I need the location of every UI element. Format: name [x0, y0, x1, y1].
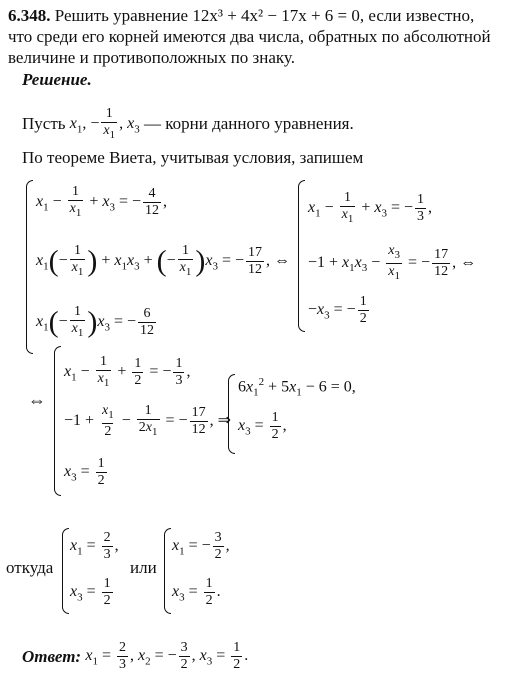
system2-eq2: $-1 + x_1x_3$ − $\frac{x_3}{x_1}$ = − $\frac{17}{12}$ , ⇔	[308, 243, 477, 282]
roots-expression: $x_1$, − $\frac{1}{x_1}$ , $x_3$	[69, 106, 140, 141]
answer-line	[22, 640, 248, 673]
system-brace-1	[26, 180, 33, 354]
problem-text-1: Решить уравнение 12x³ + 4x² − 17x + 6 = 0, если известно,	[54, 6, 475, 25]
system-brace-4	[228, 374, 235, 454]
answer-label: Ответ:	[22, 646, 82, 666]
problem-line-2: что среди его корней имеются два числа, обратных по абсолютной	[8, 27, 491, 46]
system3-eq3: $x_3$ = $\frac{1}{2}$	[64, 456, 105, 488]
system-brace-3	[54, 346, 61, 496]
system-brace-6	[164, 528, 171, 614]
case1-x3: $x_3$ = $\frac{1}{2}$	[70, 576, 111, 608]
problem-number: 6.348.	[8, 6, 51, 25]
let-word: Пусть	[22, 114, 66, 134]
case2-x3: $x_3$ = $\frac{1}{2}$ .	[172, 576, 221, 608]
system-brace-5	[62, 528, 69, 614]
problem-line-3: величине и противоположных по знаку.	[8, 48, 295, 67]
let-line	[22, 106, 354, 143]
solution-label: Решение.	[22, 70, 92, 89]
answer-expression: $x_1$ = $\frac{2}{3}$ , $x_2$ = − $\frac{3}{2}$ , $x_3$ = $\frac{1}{2}$ .	[85, 640, 249, 672]
system3-eq1: $x_1$ − $\frac{1}{x_1}$ + $\frac{1}{2}$ = − $\frac{1}{3}$ ,	[64, 354, 191, 389]
vieta-line: По теореме Виета, учитывая условия, запишем	[22, 148, 364, 167]
system4-eq1: $6x_1^2 + 5x_1 - 6 = 0$,	[238, 376, 356, 399]
whence-word: откуда	[6, 558, 54, 577]
system-brace-2	[298, 180, 305, 332]
system2-eq1: $x_1$ − $\frac{1}{x_1}$ + $x_3$ = − $\frac{1}{3}$ ,	[308, 190, 433, 225]
roots-description: — корни данного уравнения.	[143, 114, 354, 134]
case2-x1: $x_1$ = − $\frac{3}{2}$ ,	[172, 530, 230, 562]
system2-eq3: $-x_3$ = − $\frac{1}{2}$	[308, 294, 367, 326]
system1-eq1: $x_1$ − $\frac{1}{x_1}$ + $x_3$ = − $\frac{4}{12}$ ,	[36, 184, 168, 219]
system1-eq3: $x_1(-$ $\frac{1}{x_1}$ )$x_3$ = − $\frac{6}{12}$	[36, 304, 155, 339]
system3-eq2: −1 + $\frac{x_1}{2}$ − $\frac{1}{2x_1}$ = − $\frac{17}{12}$ , ⇒	[64, 403, 231, 439]
system4-eq2: $x_3$ = $\frac{1}{2}$ ,	[238, 410, 287, 442]
equivalence-arrow: ⇔	[28, 390, 46, 410]
problem-line-1	[8, 6, 474, 26]
system1-eq2: $x_1(-$ $\frac{1}{x_1}$ ) + $x_1x_3$ + (− $\frac{1}{x_1}$ )$x_3$ = − $\frac{17}{12}$ , ⇔	[36, 243, 291, 278]
case1-x1: $x_1$ = $\frac{2}{3}$ ,	[70, 530, 119, 562]
or-word: или	[130, 558, 157, 577]
